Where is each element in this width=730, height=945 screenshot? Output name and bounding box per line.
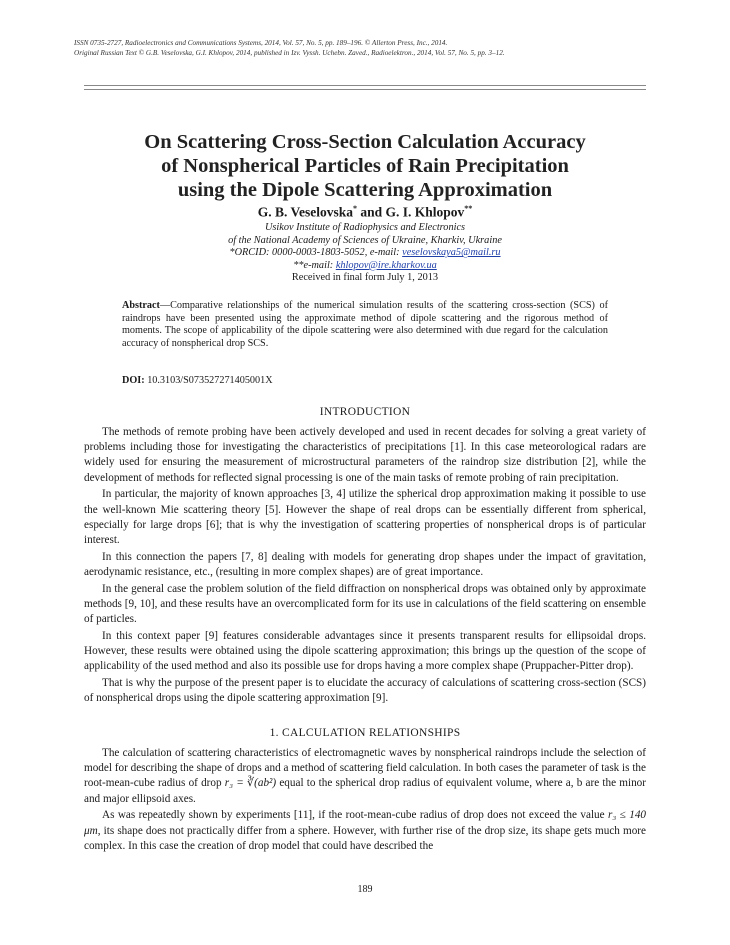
email-link-2[interactable]: khlopov@ire.kharkov.ua xyxy=(335,259,437,271)
page-number: 189 xyxy=(357,884,373,895)
intro-paragraph-1: The methods of remote probing have been actively developed and used in recent decades for solving a great variety of problems including those for investigating the characteristics of precipitations [1]. In this case meteorological radars are widely used for ensuring the measurement of microstructural parameters of the raindrop size distribution [2], while the development of methods for reflected signal processing is one of the main tasks of remote probing of rain precipitation. xyxy=(84,426,646,484)
author-2: G. I. Khlopov xyxy=(385,204,465,220)
intro-paragraph-6: That is why the purpose of the present paper is to elucidate the accuracy of calculations of scattering cross-section (SCS) of nonspherical drops using the dipole scattering approximation [9]. xyxy=(84,676,646,704)
abstract-text: —Comparative relationships of the numerical simulation results of the scattering cross-section (SCS) of raindrops have been presented using the approximate method of dipole scattering and the rigorous method of moments. The scope of applicability of the dipole scattering were also determined with due regard for the calculation accuracy of nonspherical drop SCS. xyxy=(122,300,608,349)
orcid-text: *ORCID: 0000-0003-1803-5052, e-mail: xyxy=(229,247,400,259)
title-line-1: On Scattering Cross-Section Calculation Accuracy xyxy=(144,131,586,153)
orcid-line xyxy=(0,247,730,260)
affiliation xyxy=(0,222,730,285)
title-line-2: of Nonspherical Particles of Rain Precipitation xyxy=(161,155,569,177)
affiliation-line-1: Usikov Institute of Radiophysics and Electronics xyxy=(264,222,466,233)
author-1-mark: * xyxy=(352,204,357,213)
paper-title xyxy=(60,130,670,202)
authors xyxy=(0,204,730,221)
email-line-2 xyxy=(0,260,730,273)
section-1-p1-text-a: The calculation of scattering characteristics of electromagnetic waves by nonspherical raindrops include the selection of model for describing the shape of drops and a method of scattering field calculation. In both cases the parameter of task is the root-mean-cube radius of drop xyxy=(84,747,646,790)
journal-header-line-1: ISSN 0735-2727, Radioelectronics and Communications Systems, 2014, Vol. 57, No. 5, pp. 189–196. © Allerton Press, Inc., 2014. xyxy=(74,39,448,47)
abstract xyxy=(122,300,608,350)
intro-body xyxy=(84,425,646,708)
abstract-label: Abstract xyxy=(122,300,160,311)
affiliation-line-2: of the National Academy of Sciences of Ukraine, Kharkiv, Ukraine xyxy=(228,234,502,246)
author-2-mark: ** xyxy=(464,204,473,213)
intro-paragraph-5: In this context paper [9] features considerable advantages since it presents transparent results for ellipsoidal drops. However, these results were obtained using the dipole scattering approximation; this brings up the question of the scope of applicability of the used method and also its possible use for drops having a more complex shape (Pruppacher-Pitter drop). xyxy=(84,629,646,673)
authors-and: and xyxy=(360,204,383,220)
formula-radius-limit: r₃ ≤ 140 μm xyxy=(84,809,647,837)
section-1-p2-text-a: As was repeatedly shown by experiments [11], if the root-mean-cube radius of drop does not exceed the value xyxy=(102,809,609,822)
intro-paragraph-2: In particular, the majority of known approaches [3, 4] utilize the spherical drop approximation making it possible to use the well-known Mie scattering theory [5]. However the shape of real drops can be essentially different from spherical, especially for large drops [6]; that is why the investigation of scattering properties of nonspherical drops is of particular interest. xyxy=(84,488,646,546)
intro-heading: INTRODUCTION xyxy=(319,406,411,418)
received-date: Received in final form July 1, 2013 xyxy=(291,272,439,284)
formula-root-mean-cube-radius: r₃ = ∛(ab²) xyxy=(224,777,277,790)
journal-header xyxy=(74,39,505,58)
email-2-prefix: **e-mail: xyxy=(293,259,334,271)
section-1-heading: 1. CALCULATION RELATIONSHIPS xyxy=(269,727,461,739)
section-1-paragraph-2 xyxy=(84,808,646,854)
section-1-p1-text-b: equal to the spherical drop radius of equivalent volume, where a, b are the minor and major ellipsoid axes. xyxy=(84,777,646,805)
doi-value: 10.3103/S073527271405001X xyxy=(147,375,273,386)
section-1-paragraph-1 xyxy=(84,746,646,807)
header-rule-top xyxy=(84,85,646,86)
section-1-p2-text-b: , its shape does not practically differ from a sphere. However, with further rise of the drop size, its shape gets much more complex. In this case the creation of drop model that could have described the xyxy=(84,824,646,852)
doi-label: DOI: xyxy=(122,375,145,386)
author-1: G. B. Veselovska xyxy=(257,204,353,220)
doi xyxy=(122,375,273,386)
title-line-3: using the Dipole Scattering Approximation xyxy=(177,179,553,201)
email-link-1[interactable]: veselovskaya5@mail.ru xyxy=(402,247,501,259)
journal-header-line-2: Original Russian Text © G.B. Veselovska, G.I. Khlopov, 2014, published in Izv. Vyssh. Uchebn. Zaved., Radioelektron., 2014, Vol. 57, No. 5, pp. 3–12. xyxy=(74,48,505,57)
intro-paragraph-4: In the general case the problem solution of the field diffraction on nonspherical drops was obtained only by approximate methods [9, 10], and these results have an overcomplicated form for its use in calculations of the field scattering on ensemble of particles. xyxy=(84,582,646,625)
section-1-body xyxy=(84,746,646,855)
intro-paragraph-3: In this connection the papers [7, 8] dealing with models for generating drop shapes under the impact of gravitation, aerodynamic resistance, etc., (resulting in more complex shapes) are of great importance. xyxy=(84,550,646,578)
header-rule-bottom xyxy=(84,89,646,90)
